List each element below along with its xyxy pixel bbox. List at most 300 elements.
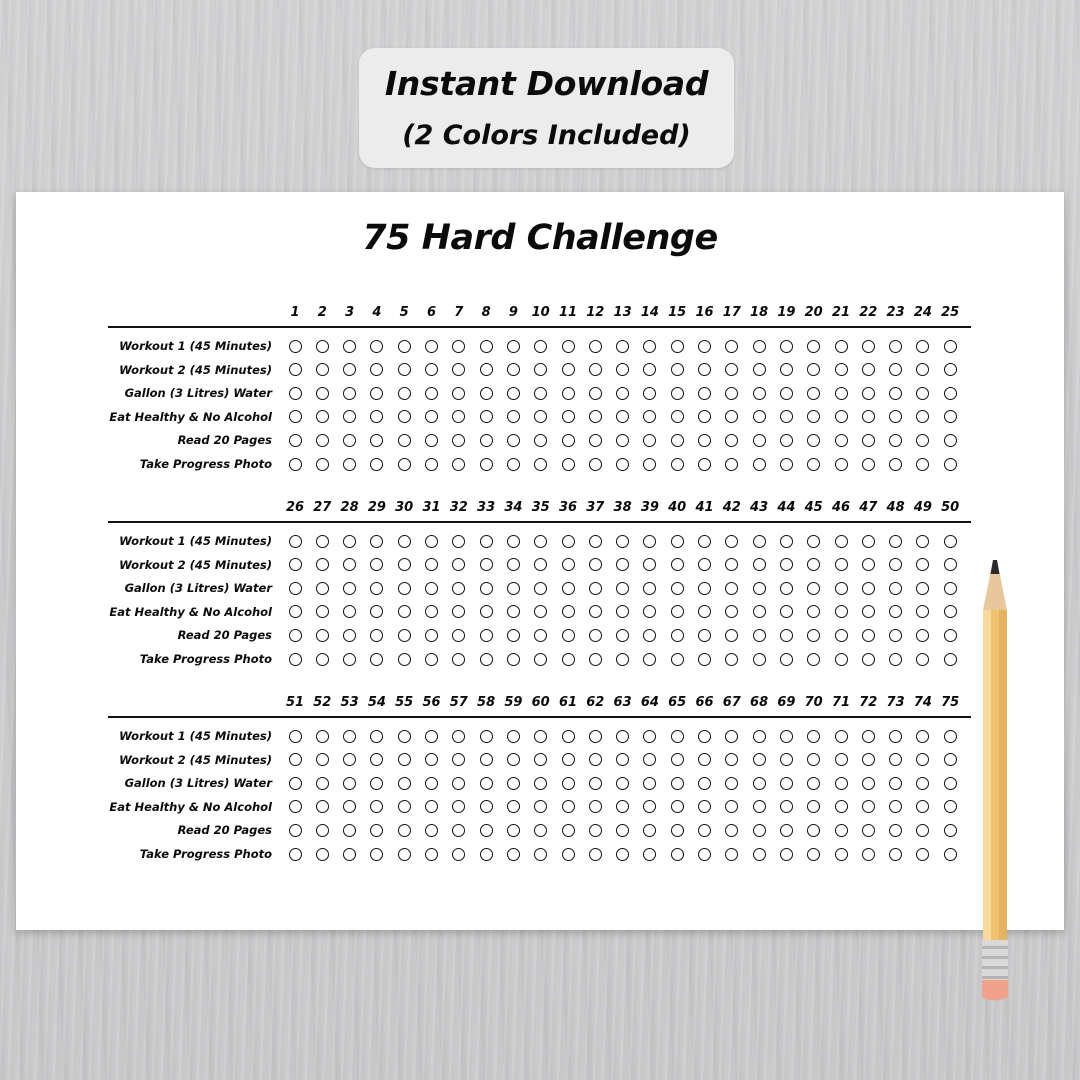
- checkbox-circle[interactable]: [807, 363, 820, 376]
- checkbox-circle[interactable]: [343, 535, 356, 548]
- checkbox-circle[interactable]: [343, 434, 356, 447]
- checkbox-circle[interactable]: [562, 777, 575, 790]
- checkbox-circle[interactable]: [425, 582, 438, 595]
- checkbox-circle[interactable]: [916, 824, 929, 837]
- checkbox-circle[interactable]: [316, 848, 329, 861]
- checkbox-circle[interactable]: [316, 605, 329, 618]
- checkbox-circle[interactable]: [616, 434, 629, 447]
- checkbox-circle[interactable]: [534, 753, 547, 766]
- checkbox-circle[interactable]: [671, 340, 684, 353]
- checkbox-circle[interactable]: [725, 535, 738, 548]
- checkbox-circle[interactable]: [671, 387, 684, 400]
- checkbox-circle[interactable]: [370, 629, 383, 642]
- checkbox-circle[interactable]: [562, 535, 575, 548]
- checkbox-circle[interactable]: [316, 730, 329, 743]
- checkbox-circle[interactable]: [425, 410, 438, 423]
- checkbox-circle[interactable]: [753, 340, 766, 353]
- checkbox-circle[interactable]: [589, 848, 602, 861]
- checkbox-circle[interactable]: [534, 582, 547, 595]
- checkbox-circle[interactable]: [835, 582, 848, 595]
- checkbox-circle[interactable]: [698, 824, 711, 837]
- checkbox-circle[interactable]: [452, 605, 465, 618]
- checkbox-circle[interactable]: [589, 753, 602, 766]
- checkbox-circle[interactable]: [589, 582, 602, 595]
- checkbox-circle[interactable]: [289, 629, 302, 642]
- checkbox-circle[interactable]: [425, 753, 438, 766]
- checkbox-circle[interactable]: [398, 410, 411, 423]
- checkbox-circle[interactable]: [916, 629, 929, 642]
- checkbox-circle[interactable]: [944, 410, 957, 423]
- checkbox-circle[interactable]: [616, 387, 629, 400]
- checkbox-circle[interactable]: [862, 363, 875, 376]
- checkbox-circle[interactable]: [425, 800, 438, 813]
- checkbox-circle[interactable]: [589, 558, 602, 571]
- checkbox-circle[interactable]: [316, 434, 329, 447]
- checkbox-circle[interactable]: [753, 753, 766, 766]
- checkbox-circle[interactable]: [562, 730, 575, 743]
- checkbox-circle[interactable]: [753, 848, 766, 861]
- checkbox-circle[interactable]: [725, 605, 738, 618]
- checkbox-circle[interactable]: [398, 753, 411, 766]
- checkbox-circle[interactable]: [916, 434, 929, 447]
- checkbox-circle[interactable]: [698, 730, 711, 743]
- checkbox-circle[interactable]: [316, 824, 329, 837]
- checkbox-circle[interactable]: [862, 824, 875, 837]
- checkbox-circle[interactable]: [316, 558, 329, 571]
- checkbox-circle[interactable]: [398, 340, 411, 353]
- checkbox-circle[interactable]: [698, 777, 711, 790]
- checkbox-circle[interactable]: [562, 653, 575, 666]
- checkbox-circle[interactable]: [562, 387, 575, 400]
- checkbox-circle[interactable]: [562, 800, 575, 813]
- checkbox-circle[interactable]: [698, 753, 711, 766]
- checkbox-circle[interactable]: [698, 387, 711, 400]
- checkbox-circle[interactable]: [589, 605, 602, 618]
- checkbox-circle[interactable]: [562, 434, 575, 447]
- checkbox-circle[interactable]: [753, 363, 766, 376]
- checkbox-circle[interactable]: [753, 653, 766, 666]
- checkbox-circle[interactable]: [671, 753, 684, 766]
- checkbox-circle[interactable]: [643, 730, 656, 743]
- checkbox-circle[interactable]: [725, 582, 738, 595]
- checkbox-circle[interactable]: [398, 605, 411, 618]
- checkbox-circle[interactable]: [643, 535, 656, 548]
- checkbox-circle[interactable]: [807, 730, 820, 743]
- checkbox-circle[interactable]: [507, 730, 520, 743]
- checkbox-circle[interactable]: [889, 363, 902, 376]
- checkbox-circle[interactable]: [507, 848, 520, 861]
- checkbox-circle[interactable]: [370, 753, 383, 766]
- checkbox-circle[interactable]: [398, 363, 411, 376]
- checkbox-circle[interactable]: [807, 777, 820, 790]
- checkbox-circle[interactable]: [889, 535, 902, 548]
- checkbox-circle[interactable]: [616, 582, 629, 595]
- checkbox-circle[interactable]: [753, 824, 766, 837]
- checkbox-circle[interactable]: [589, 653, 602, 666]
- checkbox-circle[interactable]: [316, 340, 329, 353]
- checkbox-circle[interactable]: [480, 824, 493, 837]
- checkbox-circle[interactable]: [507, 653, 520, 666]
- checkbox-circle[interactable]: [534, 800, 547, 813]
- checkbox-circle[interactable]: [398, 434, 411, 447]
- checkbox-circle[interactable]: [616, 410, 629, 423]
- checkbox-circle[interactable]: [589, 363, 602, 376]
- checkbox-circle[interactable]: [862, 800, 875, 813]
- checkbox-circle[interactable]: [916, 605, 929, 618]
- checkbox-circle[interactable]: [425, 340, 438, 353]
- checkbox-circle[interactable]: [698, 653, 711, 666]
- checkbox-circle[interactable]: [534, 387, 547, 400]
- checkbox-circle[interactable]: [289, 363, 302, 376]
- checkbox-circle[interactable]: [589, 340, 602, 353]
- checkbox-circle[interactable]: [398, 387, 411, 400]
- checkbox-circle[interactable]: [562, 629, 575, 642]
- checkbox-circle[interactable]: [480, 363, 493, 376]
- checkbox-circle[interactable]: [753, 582, 766, 595]
- checkbox-circle[interactable]: [289, 730, 302, 743]
- checkbox-circle[interactable]: [916, 410, 929, 423]
- checkbox-circle[interactable]: [452, 848, 465, 861]
- checkbox-circle[interactable]: [835, 387, 848, 400]
- checkbox-circle[interactable]: [480, 340, 493, 353]
- checkbox-circle[interactable]: [698, 605, 711, 618]
- checkbox-circle[interactable]: [289, 558, 302, 571]
- checkbox-circle[interactable]: [398, 800, 411, 813]
- checkbox-circle[interactable]: [807, 753, 820, 766]
- checkbox-circle[interactable]: [370, 363, 383, 376]
- checkbox-circle[interactable]: [343, 848, 356, 861]
- checkbox-circle[interactable]: [835, 629, 848, 642]
- checkbox-circle[interactable]: [425, 363, 438, 376]
- checkbox-circle[interactable]: [671, 800, 684, 813]
- checkbox-circle[interactable]: [534, 458, 547, 471]
- checkbox-circle[interactable]: [370, 410, 383, 423]
- checkbox-circle[interactable]: [616, 653, 629, 666]
- checkbox-circle[interactable]: [643, 458, 656, 471]
- checkbox-circle[interactable]: [616, 629, 629, 642]
- checkbox-circle[interactable]: [616, 363, 629, 376]
- checkbox-circle[interactable]: [562, 458, 575, 471]
- checkbox-circle[interactable]: [780, 753, 793, 766]
- checkbox-circle[interactable]: [452, 777, 465, 790]
- checkbox-circle[interactable]: [944, 848, 957, 861]
- checkbox-circle[interactable]: [671, 848, 684, 861]
- checkbox-circle[interactable]: [289, 582, 302, 595]
- checkbox-circle[interactable]: [780, 629, 793, 642]
- checkbox-circle[interactable]: [725, 340, 738, 353]
- checkbox-circle[interactable]: [370, 824, 383, 837]
- checkbox-circle[interactable]: [534, 340, 547, 353]
- checkbox-circle[interactable]: [862, 340, 875, 353]
- checkbox-circle[interactable]: [562, 824, 575, 837]
- checkbox-circle[interactable]: [835, 410, 848, 423]
- checkbox-circle[interactable]: [562, 753, 575, 766]
- checkbox-circle[interactable]: [343, 753, 356, 766]
- checkbox-circle[interactable]: [398, 458, 411, 471]
- checkbox-circle[interactable]: [398, 629, 411, 642]
- checkbox-circle[interactable]: [452, 363, 465, 376]
- checkbox-circle[interactable]: [807, 653, 820, 666]
- checkbox-circle[interactable]: [753, 730, 766, 743]
- checkbox-circle[interactable]: [725, 387, 738, 400]
- checkbox-circle[interactable]: [944, 629, 957, 642]
- checkbox-circle[interactable]: [534, 653, 547, 666]
- checkbox-circle[interactable]: [534, 558, 547, 571]
- checkbox-circle[interactable]: [643, 753, 656, 766]
- checkbox-circle[interactable]: [534, 434, 547, 447]
- checkbox-circle[interactable]: [671, 582, 684, 595]
- checkbox-circle[interactable]: [889, 558, 902, 571]
- checkbox-circle[interactable]: [616, 535, 629, 548]
- checkbox-circle[interactable]: [807, 824, 820, 837]
- checkbox-circle[interactable]: [643, 800, 656, 813]
- checkbox-circle[interactable]: [343, 824, 356, 837]
- checkbox-circle[interactable]: [862, 558, 875, 571]
- checkbox-circle[interactable]: [589, 730, 602, 743]
- checkbox-circle[interactable]: [889, 582, 902, 595]
- checkbox-circle[interactable]: [370, 777, 383, 790]
- checkbox-circle[interactable]: [452, 824, 465, 837]
- checkbox-circle[interactable]: [643, 605, 656, 618]
- checkbox-circle[interactable]: [289, 653, 302, 666]
- checkbox-circle[interactable]: [862, 777, 875, 790]
- checkbox-circle[interactable]: [289, 535, 302, 548]
- checkbox-circle[interactable]: [289, 434, 302, 447]
- checkbox-circle[interactable]: [944, 363, 957, 376]
- checkbox-circle[interactable]: [316, 653, 329, 666]
- checkbox-circle[interactable]: [425, 535, 438, 548]
- checkbox-circle[interactable]: [862, 582, 875, 595]
- checkbox-circle[interactable]: [944, 558, 957, 571]
- checkbox-circle[interactable]: [725, 410, 738, 423]
- checkbox-circle[interactable]: [944, 458, 957, 471]
- checkbox-circle[interactable]: [862, 410, 875, 423]
- checkbox-circle[interactable]: [452, 800, 465, 813]
- checkbox-circle[interactable]: [507, 558, 520, 571]
- checkbox-circle[interactable]: [944, 730, 957, 743]
- checkbox-circle[interactable]: [698, 558, 711, 571]
- checkbox-circle[interactable]: [944, 582, 957, 595]
- checkbox-circle[interactable]: [480, 582, 493, 595]
- checkbox-circle[interactable]: [616, 605, 629, 618]
- checkbox-circle[interactable]: [370, 730, 383, 743]
- checkbox-circle[interactable]: [316, 410, 329, 423]
- checkbox-circle[interactable]: [398, 535, 411, 548]
- checkbox-circle[interactable]: [343, 800, 356, 813]
- checkbox-circle[interactable]: [452, 410, 465, 423]
- checkbox-circle[interactable]: [916, 582, 929, 595]
- checkbox-circle[interactable]: [398, 777, 411, 790]
- checkbox-circle[interactable]: [780, 458, 793, 471]
- checkbox-circle[interactable]: [698, 629, 711, 642]
- checkbox-circle[interactable]: [862, 848, 875, 861]
- checkbox-circle[interactable]: [507, 434, 520, 447]
- checkbox-circle[interactable]: [507, 387, 520, 400]
- checkbox-circle[interactable]: [698, 340, 711, 353]
- checkbox-circle[interactable]: [643, 363, 656, 376]
- checkbox-circle[interactable]: [944, 653, 957, 666]
- checkbox-circle[interactable]: [480, 800, 493, 813]
- checkbox-circle[interactable]: [862, 753, 875, 766]
- checkbox-circle[interactable]: [616, 558, 629, 571]
- checkbox-circle[interactable]: [835, 653, 848, 666]
- checkbox-circle[interactable]: [562, 410, 575, 423]
- checkbox-circle[interactable]: [370, 558, 383, 571]
- checkbox-circle[interactable]: [370, 848, 383, 861]
- checkbox-circle[interactable]: [944, 340, 957, 353]
- checkbox-circle[interactable]: [343, 582, 356, 595]
- checkbox-circle[interactable]: [534, 363, 547, 376]
- checkbox-circle[interactable]: [616, 824, 629, 837]
- checkbox-circle[interactable]: [398, 653, 411, 666]
- checkbox-circle[interactable]: [643, 434, 656, 447]
- checkbox-circle[interactable]: [889, 629, 902, 642]
- checkbox-circle[interactable]: [780, 363, 793, 376]
- checkbox-circle[interactable]: [425, 558, 438, 571]
- checkbox-circle[interactable]: [316, 582, 329, 595]
- checkbox-circle[interactable]: [452, 387, 465, 400]
- checkbox-circle[interactable]: [425, 848, 438, 861]
- checkbox-circle[interactable]: [452, 535, 465, 548]
- checkbox-circle[interactable]: [507, 629, 520, 642]
- checkbox-circle[interactable]: [835, 824, 848, 837]
- checkbox-circle[interactable]: [343, 653, 356, 666]
- checkbox-circle[interactable]: [643, 848, 656, 861]
- checkbox-circle[interactable]: [370, 434, 383, 447]
- checkbox-circle[interactable]: [289, 458, 302, 471]
- checkbox-circle[interactable]: [398, 848, 411, 861]
- checkbox-circle[interactable]: [889, 410, 902, 423]
- checkbox-circle[interactable]: [780, 410, 793, 423]
- checkbox-circle[interactable]: [862, 653, 875, 666]
- checkbox-circle[interactable]: [671, 558, 684, 571]
- checkbox-circle[interactable]: [889, 605, 902, 618]
- checkbox-circle[interactable]: [616, 800, 629, 813]
- checkbox-circle[interactable]: [562, 848, 575, 861]
- checkbox-circle[interactable]: [725, 558, 738, 571]
- checkbox-circle[interactable]: [534, 777, 547, 790]
- checkbox-circle[interactable]: [370, 387, 383, 400]
- checkbox-circle[interactable]: [698, 848, 711, 861]
- checkbox-circle[interactable]: [507, 753, 520, 766]
- checkbox-circle[interactable]: [889, 653, 902, 666]
- checkbox-circle[interactable]: [835, 753, 848, 766]
- checkbox-circle[interactable]: [698, 363, 711, 376]
- checkbox-circle[interactable]: [316, 363, 329, 376]
- checkbox-circle[interactable]: [671, 410, 684, 423]
- checkbox-circle[interactable]: [343, 605, 356, 618]
- checkbox-circle[interactable]: [725, 753, 738, 766]
- checkbox-circle[interactable]: [780, 340, 793, 353]
- checkbox-circle[interactable]: [889, 848, 902, 861]
- checkbox-circle[interactable]: [480, 848, 493, 861]
- checkbox-circle[interactable]: [671, 824, 684, 837]
- checkbox-circle[interactable]: [889, 434, 902, 447]
- checkbox-circle[interactable]: [343, 458, 356, 471]
- checkbox-circle[interactable]: [643, 824, 656, 837]
- checkbox-circle[interactable]: [316, 458, 329, 471]
- checkbox-circle[interactable]: [452, 434, 465, 447]
- checkbox-circle[interactable]: [944, 824, 957, 837]
- checkbox-circle[interactable]: [643, 629, 656, 642]
- checkbox-circle[interactable]: [425, 458, 438, 471]
- checkbox-circle[interactable]: [807, 410, 820, 423]
- checkbox-circle[interactable]: [671, 605, 684, 618]
- checkbox-circle[interactable]: [507, 535, 520, 548]
- checkbox-circle[interactable]: [480, 558, 493, 571]
- checkbox-circle[interactable]: [643, 558, 656, 571]
- checkbox-circle[interactable]: [480, 730, 493, 743]
- checkbox-circle[interactable]: [370, 535, 383, 548]
- checkbox-circle[interactable]: [534, 535, 547, 548]
- checkbox-circle[interactable]: [780, 800, 793, 813]
- checkbox-circle[interactable]: [835, 535, 848, 548]
- checkbox-circle[interactable]: [616, 777, 629, 790]
- checkbox-circle[interactable]: [725, 730, 738, 743]
- checkbox-circle[interactable]: [889, 387, 902, 400]
- checkbox-circle[interactable]: [643, 582, 656, 595]
- checkbox-circle[interactable]: [780, 730, 793, 743]
- checkbox-circle[interactable]: [562, 605, 575, 618]
- checkbox-circle[interactable]: [725, 800, 738, 813]
- checkbox-circle[interactable]: [507, 777, 520, 790]
- checkbox-circle[interactable]: [643, 410, 656, 423]
- checkbox-circle[interactable]: [780, 535, 793, 548]
- checkbox-circle[interactable]: [343, 363, 356, 376]
- checkbox-circle[interactable]: [370, 340, 383, 353]
- checkbox-circle[interactable]: [780, 434, 793, 447]
- checkbox-circle[interactable]: [753, 410, 766, 423]
- checkbox-circle[interactable]: [589, 824, 602, 837]
- checkbox-circle[interactable]: [753, 558, 766, 571]
- checkbox-circle[interactable]: [425, 777, 438, 790]
- checkbox-circle[interactable]: [698, 800, 711, 813]
- checkbox-circle[interactable]: [889, 730, 902, 743]
- checkbox-circle[interactable]: [589, 410, 602, 423]
- checkbox-circle[interactable]: [507, 582, 520, 595]
- checkbox-circle[interactable]: [698, 458, 711, 471]
- checkbox-circle[interactable]: [780, 582, 793, 595]
- checkbox-circle[interactable]: [316, 800, 329, 813]
- checkbox-circle[interactable]: [807, 434, 820, 447]
- checkbox-circle[interactable]: [480, 535, 493, 548]
- checkbox-circle[interactable]: [289, 777, 302, 790]
- checkbox-circle[interactable]: [835, 800, 848, 813]
- checkbox-circle[interactable]: [916, 558, 929, 571]
- checkbox-circle[interactable]: [425, 387, 438, 400]
- checkbox-circle[interactable]: [671, 629, 684, 642]
- checkbox-circle[interactable]: [562, 363, 575, 376]
- checkbox-circle[interactable]: [862, 387, 875, 400]
- checkbox-circle[interactable]: [753, 629, 766, 642]
- checkbox-circle[interactable]: [944, 535, 957, 548]
- checkbox-circle[interactable]: [616, 340, 629, 353]
- checkbox-circle[interactable]: [725, 777, 738, 790]
- checkbox-circle[interactable]: [507, 800, 520, 813]
- checkbox-circle[interactable]: [289, 800, 302, 813]
- checkbox-circle[interactable]: [616, 458, 629, 471]
- checkbox-circle[interactable]: [343, 629, 356, 642]
- checkbox-circle[interactable]: [780, 777, 793, 790]
- checkbox-circle[interactable]: [370, 605, 383, 618]
- checkbox-circle[interactable]: [889, 777, 902, 790]
- checkbox-circle[interactable]: [480, 605, 493, 618]
- checkbox-circle[interactable]: [835, 340, 848, 353]
- checkbox-circle[interactable]: [698, 410, 711, 423]
- checkbox-circle[interactable]: [862, 434, 875, 447]
- checkbox-circle[interactable]: [507, 824, 520, 837]
- checkbox-circle[interactable]: [316, 535, 329, 548]
